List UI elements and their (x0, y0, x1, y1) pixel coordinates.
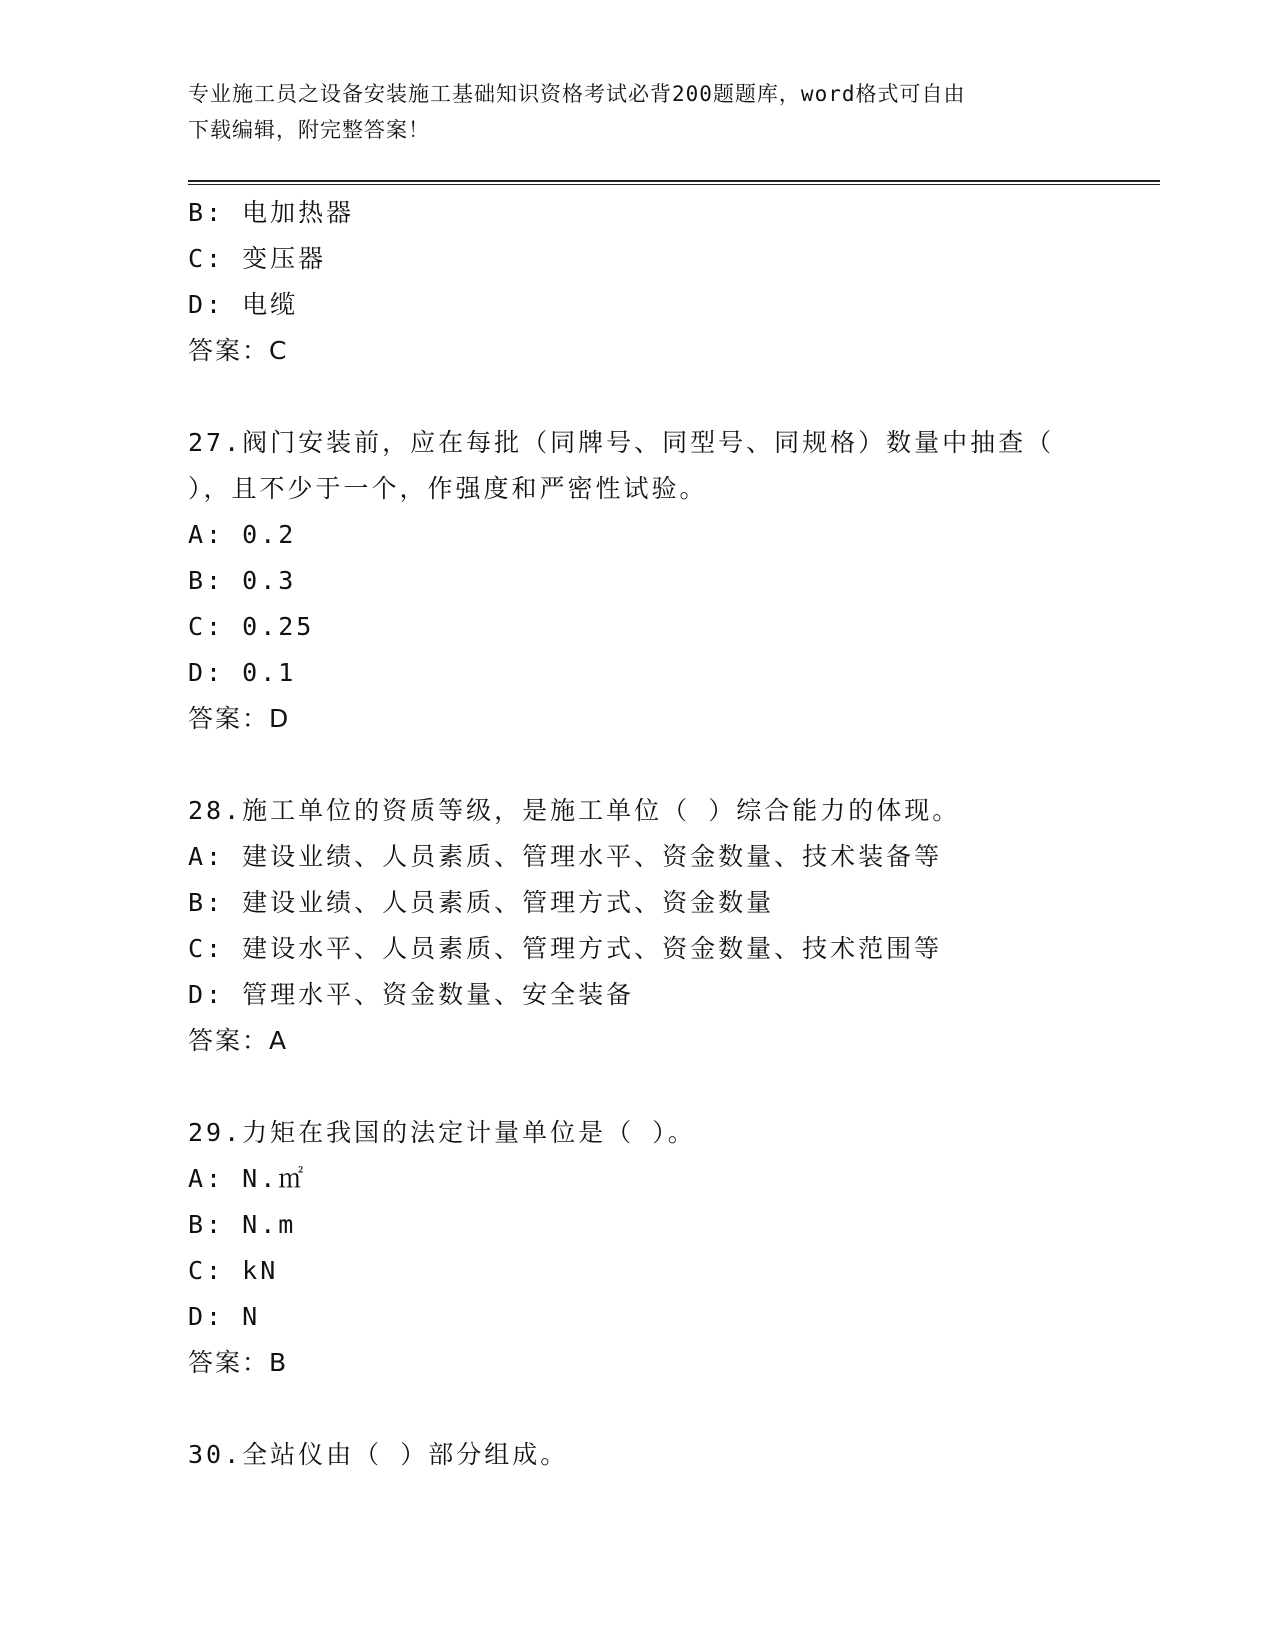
question-26-tail (188, 190, 1108, 374)
document-header (188, 76, 1088, 148)
option-c: C: 变压器 (188, 244, 327, 273)
option-b: B: N.m (188, 1210, 297, 1239)
option-d: D: 管理水平、资金数量、安全装备 (188, 980, 635, 1009)
header-line-1: 专业施工员之设备安装施工基础知识资格考试必背200题题库，word格式可自由 (188, 82, 966, 106)
question-list (188, 190, 1108, 1478)
header-line-2: 下载编辑，附完整答案！ (188, 118, 430, 142)
option-d: D: 0.1 (188, 658, 297, 687)
question-28 (188, 788, 1108, 1064)
option-d: D: N (188, 1302, 261, 1331)
answer: 答案：A (188, 1026, 289, 1055)
answer: 答案：C (188, 336, 289, 365)
answer: 答案：B (188, 1348, 289, 1377)
answer: 答案：D (188, 704, 291, 733)
option-c: C: 0.25 (188, 612, 315, 641)
header-divider-thin (188, 184, 1160, 185)
question-text: 29.力矩在我国的法定计量单位是（ ）。 (188, 1118, 696, 1147)
option-a: A: N.㎡ (188, 1164, 307, 1193)
question-text-line-1: 27.阀门安装前，应在每批（同牌号、同型号、同规格）数量中抽查（ (188, 428, 1055, 457)
question-text: 28.施工单位的资质等级，是施工单位（ ）综合能力的体现。 (188, 796, 961, 825)
option-b: B: 电加热器 (188, 198, 355, 227)
question-27 (188, 420, 1108, 742)
option-a: A: 0.2 (188, 520, 297, 549)
option-d: D: 电缆 (188, 290, 299, 319)
option-c: C: kN (188, 1256, 279, 1285)
question-text-line-2: ），且不少于一个，作强度和严密性试验。 (188, 474, 708, 503)
question-30 (188, 1432, 1108, 1478)
option-c: C: 建设水平、人员素质、管理方式、资金数量、技术范围等 (188, 934, 943, 963)
question-29 (188, 1110, 1108, 1386)
option-b: B: 建设业绩、人员素质、管理方式、资金数量 (188, 888, 775, 917)
header-divider-thick (188, 180, 1160, 182)
option-a: A: 建设业绩、人员素质、管理水平、资金数量、技术装备等 (188, 842, 943, 871)
option-b: B: 0.3 (188, 566, 297, 595)
question-text: 30.全站仪由（ ）部分组成。 (188, 1440, 569, 1469)
